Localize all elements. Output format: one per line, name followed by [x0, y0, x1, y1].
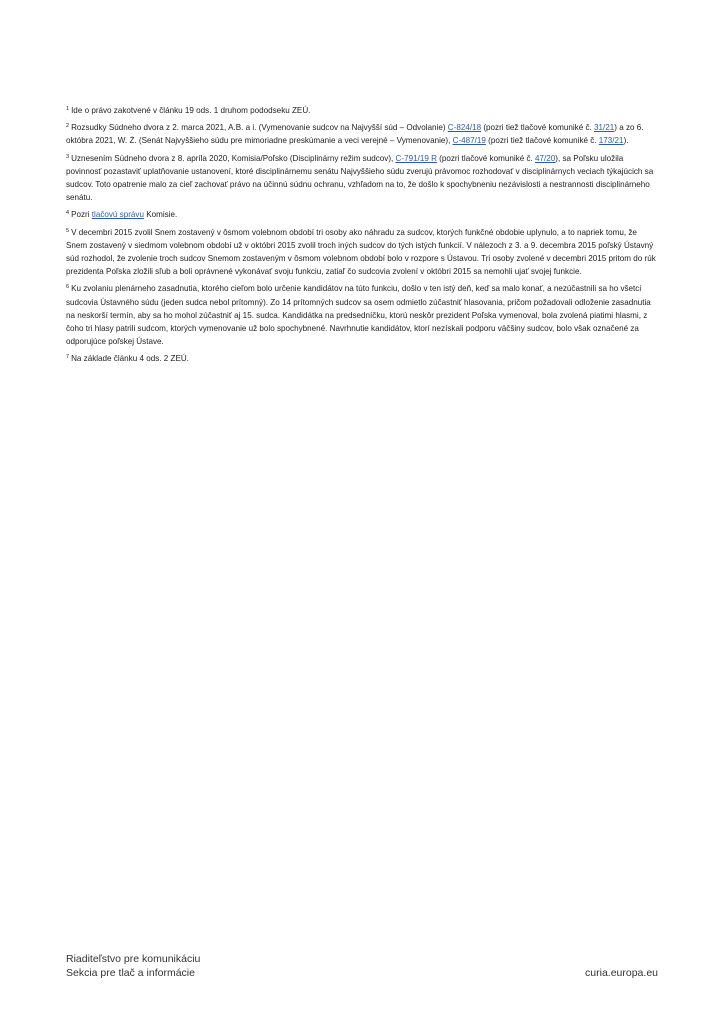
footnote-4 [66, 208, 658, 221]
case-link-c-824-18[interactable]: C-824/18 [447, 123, 482, 133]
press-release-link-31-21[interactable]: 31/21 [593, 123, 615, 133]
footnote-text: Rozsudky Súdneho dvora z 2. marca 2021, A.B. a i. (Vymenovanie sudcov na Najvyšší súd – Odvolanie) [71, 123, 448, 133]
footer-website: curia.europa.eu [585, 967, 658, 979]
footnote-text: ). [623, 136, 629, 146]
footnote-6 [66, 282, 658, 348]
footnote-text: ), sa Poľsku uložila povinnosť pozastaviť uplatňovanie ustanovení, ktoré disciplinárnemu senátu Najvyššieho súdu zverujú právomoc rozhodovať v disciplinárnych veciach týkajúcich sa sudcov. Toto opatrenie malo za cieľ zachovať právo na účinnú súdnu ochranu, vzhľadom na to, že došlo k spochybneniu nezávislosti a nestrannosti disciplinárneho senátu. [66, 153, 654, 203]
footnote-text: Na základe článku 4 ods. 2 ZEÚ. [71, 354, 189, 364]
footnote-5 [66, 226, 658, 279]
footnote-text: Ku zvolaniu plenárneho zasadnutia, ktorého cieľom bolo určenie kandidátov na túto funkciu, došlo v ten istý deň, keď sa malo konať, a nezúčastnili sa ho všetci sudcovia Ústavného súdu (jeden sudca nebol prítomný). Zo 14 prítomných sudcov sa osem odmietlo zúčastniť hlasovania, pričom požadovali odloženie zasadnutia na neskorší termín, aby sa ho mohol zúčastniť aj 15. sudca. Kandidátka na predsedníčku, ktorú neskôr prezident Poľska vymenoval, bola zvolená piatimi hlasmi, z čoho tri hlasy patrili sudcom, ktorých vymenovanie už bolo spochybnené. Navrhnutie kandidátov, ktorí nezískali podporu väčšiny sudcov, bolo však označené za odporujúce poľskej Ústave. [66, 284, 651, 347]
footnote-number: 7 [66, 354, 70, 361]
footnote-number: 4 [66, 210, 70, 217]
footnote-1 [66, 104, 658, 117]
footnote-number: 6 [66, 284, 70, 291]
case-link-c-791-19-r[interactable]: C-791/19 R [395, 153, 437, 163]
footer-press-unit: Sekcia pre tlač a informácie [66, 967, 195, 979]
footer-directorate: Riaditeľstvo pre komunikáciu [66, 953, 201, 965]
footnote-number: 2 [66, 123, 70, 130]
footnote-text: Pozri [71, 210, 92, 220]
footer-department [66, 952, 200, 980]
footnote-3 [66, 152, 658, 205]
footnote-text: (pozri tiež tlačové komuniké č. [485, 136, 599, 146]
footnote-text: Komisie. [143, 210, 178, 220]
footnote-text: V decembri 2015 zvolil Snem zostavený v ôsmom volebnom období tri osoby ako náhradu za sudcov, ktorých funkčné obdobie uplynulo, a to napriek tomu, že Snem zostavený v siedmom volebnom období už v októbri 2015 zvolil troch iných sudcov do tých istých funkcií. V nálezoch z 3. a 9. decembra 2015 poľský Ústavný súd rozhodol, že zvolenie troch sudcov Snemom zostaveným v ôsmom volebnom období bolo v rozpore s Ústavou. Tri osoby zvolené v decembri 2015 pritom do rúk prezidenta Poľska zložili sľub a boli oprávnené vykonávať svoju funkciu, zatiaľ čo sudcovia zvolení v októbri 2015 sa nemohli ujať svojej funkcie. [66, 227, 656, 277]
footnote-text: Uznesením Súdneho dvora z 8. apríla 2020, Komisia/Poľsko (Disciplinárny režim sudcov), [71, 153, 396, 163]
press-release-link-173-21[interactable]: 173/21 [598, 136, 624, 146]
footnote-number: 5 [66, 227, 70, 234]
footnote-number: 3 [66, 153, 70, 160]
footnote-7 [66, 352, 658, 365]
footnote-text: (pozri tlačové komuniké č. [436, 153, 535, 163]
commission-press-release-link[interactable]: tlačovú správu [91, 210, 144, 220]
footnote-text: ) a zo 6. októbra 2021, W. Ż. (Senát Najvyššieho súdu pre mimoriadne preskúmanie a veci verejné – Vymenovanie), [66, 123, 644, 146]
press-release-link-47-20[interactable]: 47/20 [534, 153, 556, 163]
footnotes [66, 104, 658, 370]
footnote-2 [66, 121, 658, 147]
footnote-number: 1 [66, 106, 70, 112]
case-link-c-487-19[interactable]: C-487/19 [452, 136, 486, 146]
footnote-text: (pozri tiež tlačové komuniké č. [481, 123, 594, 133]
footnote-text: Ide o právo zakotvené v článku 19 ods. 1 druhom pododseku ZEÚ. [71, 106, 311, 115]
